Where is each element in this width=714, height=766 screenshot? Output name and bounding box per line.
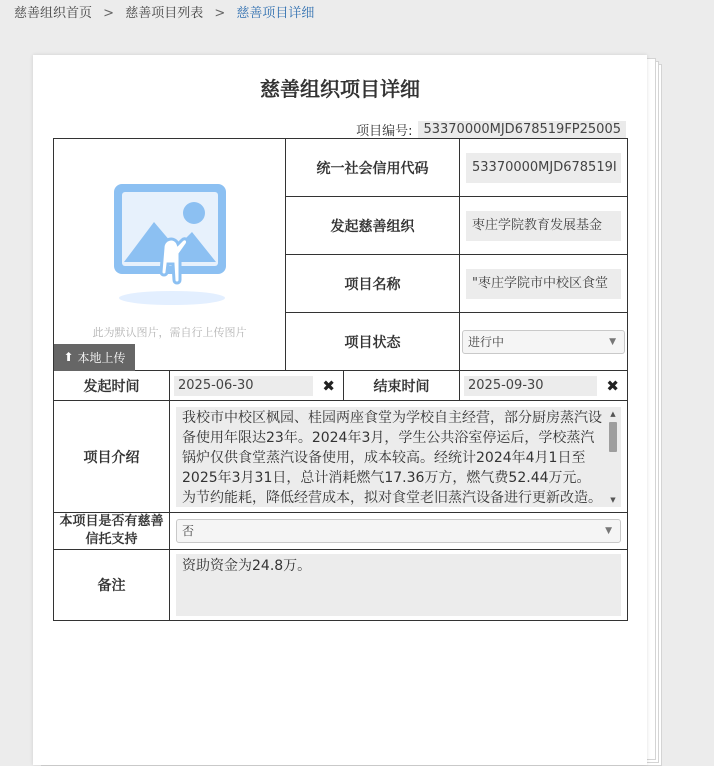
dropdown-arrow-icon: ▼ [605, 526, 612, 536]
breadcrumb-home-link[interactable]: 慈善组织首页 [14, 6, 93, 21]
detail-panel [33, 55, 647, 765]
breadcrumb [14, 2, 314, 21]
credit-code-label: 统一社会信用代码 [286, 139, 460, 197]
default-image-icon [54, 140, 286, 324]
start-date-label: 发起时间 [54, 371, 170, 401]
end-date-label: 结束时间 [344, 371, 460, 401]
photo-cell [54, 139, 286, 371]
local-upload-label: 本地上传 [77, 350, 126, 365]
credit-code-field[interactable]: 53370000MJD678519I [466, 153, 621, 183]
clear-start-date-icon[interactable]: ✖ [322, 376, 335, 395]
breadcrumb-separator: > [214, 6, 226, 21]
intro-text: 我校市中校区枫园、桂园两座食堂为学校自主经营，部分厨房蒸汽设备使用年限达23年。2024年3月，学生公共浴室停运后，学校蒸汽锅炉仅供食堂蒸汽设备使用，成本较高。经统计2024年4月1日至2025年3月31日，总计消耗燃气17.36万方，燃气费52.44万元。为节约能耗，降低经营成本，拟对食堂老旧蒸汽设备进行更新改造。 [182, 409, 602, 506]
project-detail-table [53, 138, 628, 621]
project-code-label: 项目编号: [356, 124, 413, 139]
intro-cell [170, 401, 628, 513]
end-date-field[interactable]: 2025-09-30 [464, 376, 597, 396]
intro-scrollbar[interactable] [607, 410, 619, 504]
breadcrumb-separator: > [103, 6, 115, 21]
project-code-value: 53370000MJD678519FP25005 [418, 121, 626, 138]
trust-cell [170, 513, 628, 550]
memo-textarea[interactable]: 资助资金为24.8万。 [176, 554, 621, 616]
upload-icon: ⬆ [63, 350, 74, 364]
intro-label: 项目介绍 [54, 401, 170, 513]
project-status-select[interactable] [462, 330, 625, 354]
page-title: 慈善组织项目详细 [260, 77, 420, 101]
project-name-cell [460, 255, 628, 313]
scroll-thumb[interactable] [609, 422, 617, 452]
project-name-field[interactable]: "枣庄学院市中校区食堂 [466, 269, 621, 299]
trust-label: 本项目是否有慈善信托支持 [54, 513, 170, 550]
end-date-cell [460, 371, 628, 401]
clear-end-date-icon[interactable]: ✖ [606, 376, 619, 395]
default-image-hint: 此为默认图片，需自行上传图片 [92, 325, 247, 339]
org-field[interactable]: 枣庄学院教育发展基金 [466, 211, 621, 241]
scroll-down-icon[interactable]: ▼ [610, 495, 616, 504]
project-name-label: 项目名称 [286, 255, 460, 313]
org-cell [460, 197, 628, 255]
project-status-cell [460, 313, 628, 371]
start-date-cell [170, 371, 344, 401]
breadcrumb-current: 慈善项目详细 [236, 6, 315, 21]
breadcrumb-list-link[interactable]: 慈善项目列表 [125, 6, 204, 21]
scroll-up-icon[interactable]: ▲ [610, 409, 616, 418]
trust-value: 否 [182, 524, 195, 538]
org-label: 发起慈善组织 [286, 197, 460, 255]
memo-label: 备注 [54, 550, 170, 621]
dropdown-arrow-icon: ▼ [609, 336, 616, 347]
project-code-line [356, 120, 626, 139]
local-upload-button[interactable] [54, 344, 135, 371]
project-status-value: 进行中 [468, 334, 505, 349]
credit-code-cell [460, 139, 628, 197]
start-date-field[interactable]: 2025-06-30 [174, 376, 313, 396]
project-status-label: 项目状态 [286, 313, 460, 371]
intro-textarea[interactable] [176, 407, 621, 507]
memo-cell [170, 550, 628, 621]
trust-select[interactable] [176, 519, 621, 543]
